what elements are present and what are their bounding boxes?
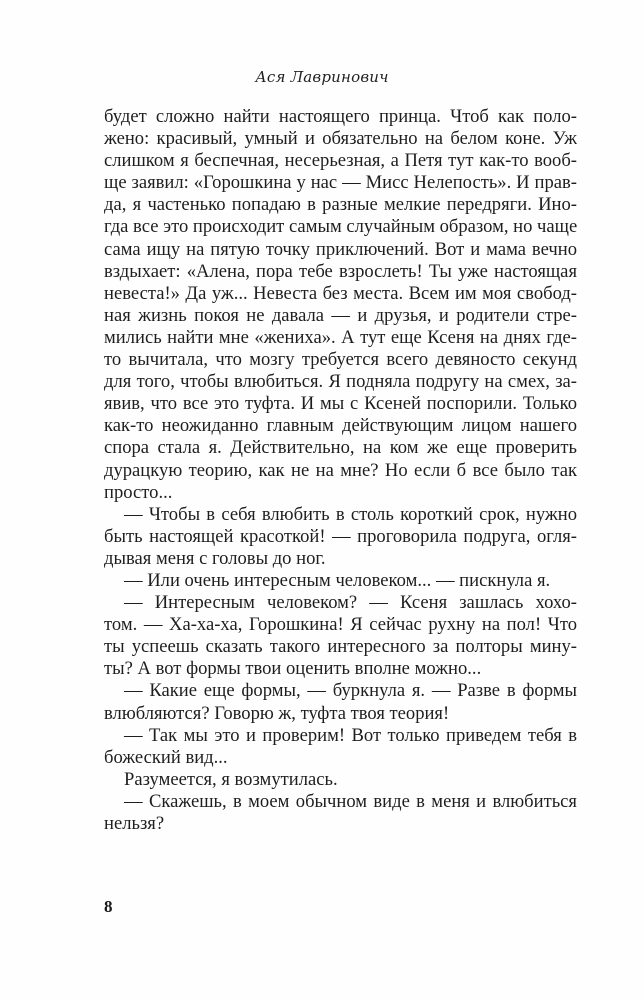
text-line: — Так мы это и проверим! Вот только приведем тебя в — [124, 724, 577, 746]
text-line: невеста!» Да уж... Невеста без места. Всем им моя свобод- — [104, 282, 577, 304]
text-line: ще заявил: «Горошкина у нас — Мисс Нелепость». И прав- — [104, 172, 577, 194]
body-text — [104, 106, 577, 835]
text-line: — Или очень интересным человеком... — пискнула я. — [124, 569, 551, 591]
text-line: — Скажешь, в моем обычном виде в меня и влюбиться — [124, 790, 577, 812]
text-line: — Чтобы в себя влюбить в столь короткий срок, нужно — [124, 503, 577, 525]
text-line: божеский вид... — [104, 746, 228, 768]
text-line: явив, что все это туфта. И мы с Ксеней поспорили. Только — [104, 393, 577, 415]
text-line: ная жизнь покоя не давала — и друзья, и родители стре- — [104, 304, 577, 326]
text-line: нельзя? — [104, 813, 165, 834]
text-line: ты успеешь сказать такого интересного за полторы мину- — [104, 636, 577, 658]
running-head-author: Ася Лавринович — [255, 68, 389, 86]
text-line: сама ищу на пятую точку приключений. Вот и мама вечно — [104, 238, 577, 260]
text-line: мились найти мне «жениха». А тут еще Ксеня на днях где- — [104, 326, 577, 348]
text-line: — Какие еще формы, — буркнула я. — Разве в формы — [124, 680, 577, 702]
text-line: дывая меня с головы до ног. — [104, 547, 326, 569]
text-line: слишком я беспечная, несерьезная, а Петя тут как-то вооб- — [104, 150, 577, 172]
text-line: — Интересным человеком? — Ксеня зашлась хохо- — [124, 592, 577, 614]
page-number: 8 — [104, 897, 113, 916]
text-line: влюбляются? Говорю ж, туфта твоя теория! — [104, 702, 450, 724]
text-line: спора стала я. Действительно, на ком же еще проверить — [104, 437, 577, 459]
text-line: гда все это происходит самым случайным образом, но чаще — [104, 216, 578, 238]
text-line: быть настоящей красоткой! — проговорила подруга, огля- — [104, 525, 577, 547]
text-line: то вычитала, что мозгу требуется всего девяносто секунд — [104, 349, 577, 371]
text-line: для того, чтобы влюбиться. Я подняла подругу на смех, за- — [104, 371, 577, 393]
text-line: Разумеется, я возмутилась. — [124, 768, 338, 790]
text-line: том. — Ха-ха-ха, Горошкина! Я сейчас рухну на пол! Что — [104, 614, 577, 636]
text-line: да, я частенько попадаю в разные мелкие передряги. Ино- — [104, 194, 577, 216]
text-line: как-то неожиданно главным действующим лицом нашего — [104, 415, 577, 437]
text-line: будет сложно найти настоящего принца. Чтоб как поло- — [104, 106, 577, 127]
text-line: ты? А вот формы твои оценить вполне можно... — [104, 658, 482, 680]
text-line: вздыхает: «Алена, пора тебе взрослеть! Ты уже настоящая — [104, 260, 577, 282]
text-line: просто... — [104, 481, 173, 503]
text-line: дурацкую теорию, как не на мне? Но если б все было так — [104, 459, 577, 481]
text-line: жено: красивый, умный и обязательно на белом коне. Уж — [104, 128, 577, 150]
